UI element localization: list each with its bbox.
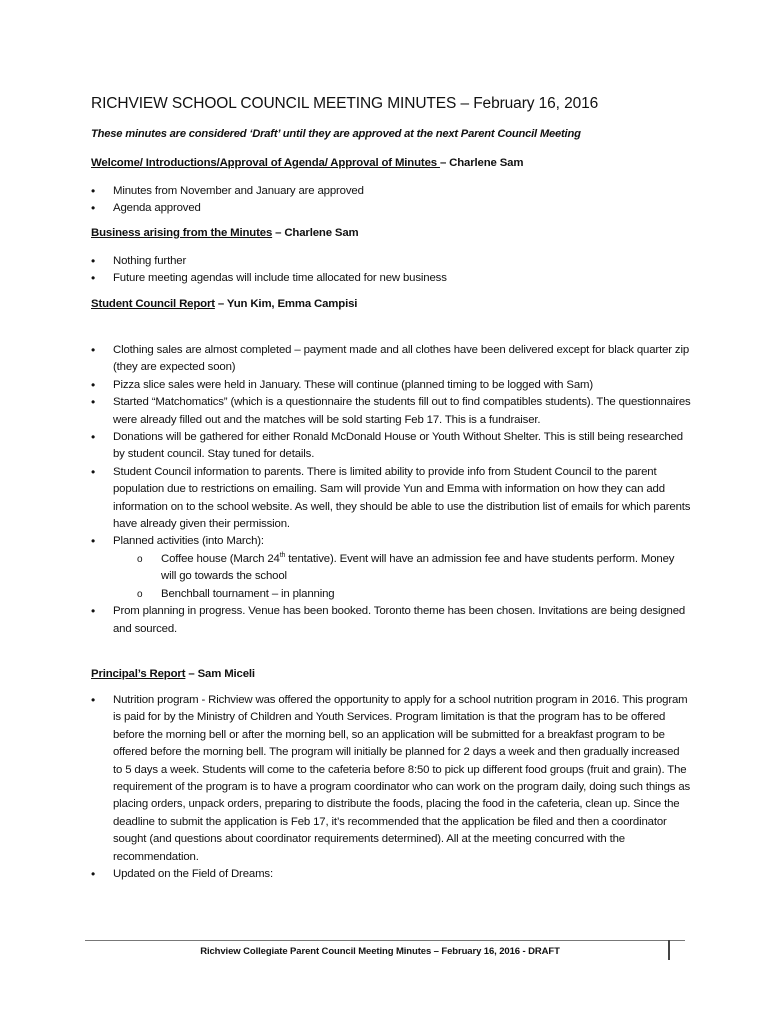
business-arising-list <box>91 253 691 288</box>
document-title: RICHVIEW SCHOOL COUNCIL MEETING MINUTES – February 16, 2016 <box>91 95 599 112</box>
section-presenter: – Charlene Sam <box>272 227 359 239</box>
section-heading-text: Welcome/ Introductions/Approval of Agenda/ Approval of Minutes <box>91 157 440 169</box>
planned-activities-sublist <box>113 551 691 603</box>
list-item: • Minutes from November and January are approved <box>91 183 691 200</box>
list-item: • Started “Matchomatics” (which is a questionnaire the students fill out to find compatibles students). The questionnaires were already filled out and the matches will be sold starting Feb 17. This is a fundraiser. <box>91 394 691 429</box>
section-presenter: – Charlene Sam <box>439 157 524 169</box>
list-item: • Future meeting agendas will include time allocated for new business <box>91 270 691 287</box>
draft-note: These minutes are considered ‘Draft’ until they are approved at the next Parent Council Meeting <box>91 128 581 140</box>
list-item: • Nothing further <box>91 253 691 270</box>
section-heading-business-arising <box>91 227 359 239</box>
ordinal-superscript: th <box>279 551 286 559</box>
list-item: • Nutrition program - Richview was offered the opportunity to apply for a school nutrition program in 2016. This program is paid for by the Ministry of Children and Youth Services. Program limitation is that the program has to be offered before the morning bell or after the morning bell, so an application will be submitted for a breakfast program to be offered before the morning bell. The program will initially be planned for 2 days a week and then gradually increased to 5 days a week. Students will come to the cafeteria before 8:50 to pick up different food groups (fruit and grain). The requirement of the program is to have a program coordinator who can work on the program daily, doing such things as placing orders, unpack orders, preparing to distribute the foods, placing the food in the cafeteria, clean up. Since the deadline to submit the application is Feb 17, it’s recommended that the application be filed and then a coordinator sought (and questions about coordinator requirements determined). All at the meeting concurred with the recommendation. <box>91 692 691 866</box>
list-item: • Updated on the Field of Dreams: <box>91 866 691 883</box>
section-heading-text: Business arising from the Minutes <box>91 227 273 239</box>
list-item-text: Planned activities (into March): <box>113 535 264 548</box>
list-item: • Pizza slice sales were held in January. These will continue (planned timing to be logged with Sam) <box>91 377 691 394</box>
sublist-item-text: Coffee house (March 24 <box>161 552 280 565</box>
section-presenter: – Sam Miceli <box>185 668 255 680</box>
list-item-planned-activities <box>91 533 691 603</box>
principal-report-list <box>91 692 691 883</box>
section-heading-text: Principal’s Report <box>91 668 186 680</box>
section-heading-welcome <box>91 157 523 169</box>
section-heading-student-council <box>91 298 357 310</box>
list-item: • Agenda approved <box>91 200 691 217</box>
list-item: • Student Council information to parents. There is limited ability to provide info from Student Council to the parent population due to restrictions on emailing. Sam will provide Yun and Emma with information on how they can add information on to the school website. As well, they should be able to use the distribution list of emails for which parents have already given their permission. <box>91 464 691 534</box>
list-item: • Donations will be gathered for either Ronald McDonald House or Youth Without Shelter. This is still being researched by student council. Stay tuned for details. <box>91 429 691 464</box>
section-presenter: – Yun Kim, Emma Campisi <box>214 298 358 310</box>
footer-text: Richview Collegiate Parent Council Meeting Minutes – February 16, 2016 - DRAFT <box>200 946 560 957</box>
student-council-list <box>91 342 691 638</box>
footer-rule <box>85 940 685 941</box>
list-item: • Prom planning in progress. Venue has been booked. Toronto theme has been chosen. Invitations are being designed and sourced. <box>91 603 691 638</box>
sublist-item-benchball: o Benchball tournament – in planning <box>137 586 691 603</box>
list-item: • Clothing sales are almost completed – payment made and all clothes have been delivered except for black quarter zip (they are expected soon) <box>91 342 691 377</box>
sublist-item-text: tentative). Event will have an admission fee and have students perform. Money will go towards the school <box>161 552 675 583</box>
section-heading-principal-report <box>91 668 255 680</box>
section-heading-text: Student Council Report <box>91 298 215 310</box>
sublist-item-coffee-house <box>137 551 691 586</box>
welcome-list <box>91 183 691 218</box>
